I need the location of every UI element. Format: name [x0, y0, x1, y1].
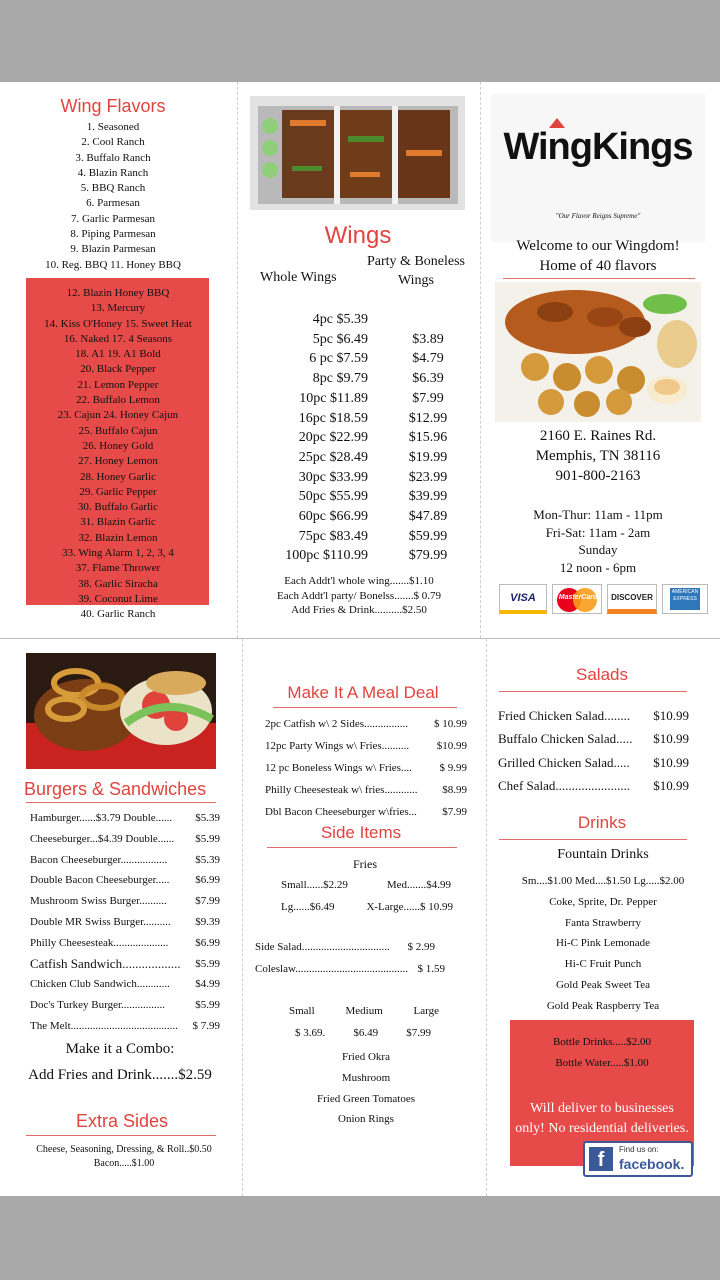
wings-price-table: [258, 310, 468, 566]
list-item: 21. Lemon Pepper: [77, 378, 159, 391]
wings-extras: [238, 574, 480, 618]
brand-panel: [481, 82, 720, 638]
side-items-title: Side Items: [320, 823, 402, 842]
size-header-row: Small Medium Large: [289, 1005, 439, 1017]
brand-rule: [503, 278, 695, 279]
extra-line: Add Fries & Drink..........$2.50: [291, 604, 427, 616]
hours-line: Fri-Sat: 11am - 2am: [545, 524, 651, 540]
facebook-badge[interactable]: [583, 1141, 693, 1177]
discover-icon: DISCOVER: [607, 584, 657, 614]
logo: WingKings: [503, 126, 693, 168]
list-item: Double Bacon Cheeseburger..... $6.99: [30, 874, 220, 887]
list-item: Fried Okra: [342, 1051, 390, 1063]
list-item: 23. Cajun 24. Honey Cajun: [57, 409, 179, 422]
list-item: Gold Peak Sweet Tea: [555, 978, 651, 991]
table-row: 75pc $83.49 $59.99: [298, 528, 448, 544]
list-item: 26. Honey Gold: [82, 439, 154, 452]
welcome-text: Welcome to our Wingdom!: [516, 238, 680, 254]
coleslaw-row: Coleslaw......................................... $ 1.59: [255, 963, 445, 975]
list-item: Sm....$1.00 Med....$1.50 Lg.....$2.00: [521, 875, 685, 887]
address-line: Memphis, TN 38116: [535, 448, 661, 464]
salads-drinks-panel: [487, 639, 720, 1196]
list-item: Dbl Bacon Cheeseburger w\fries... $7.99: [265, 806, 467, 818]
table-row: 100pc $110.99 $79.99: [285, 548, 448, 564]
meal-deal-rule: [273, 707, 457, 708]
fries-row: Lg......$6.49 X-Large......$ 10.99: [281, 901, 453, 913]
list-item: 13. Mercury: [90, 302, 146, 315]
visa-icon: VISA: [499, 584, 547, 614]
list-item: 22. Buffalo Lemon: [76, 394, 160, 407]
payment-cards: [499, 584, 709, 614]
list-item: Chef Salad....................... $10.99: [498, 777, 689, 793]
list-item: 39. Coconut Lime: [78, 592, 158, 605]
salads-title: Salads: [576, 665, 628, 684]
list-item: Gold Peak Raspberry Tea: [546, 999, 660, 1012]
address-line: 2160 E. Raines Rd.: [539, 428, 657, 444]
list-item: 30. Buffalo Garlic: [77, 501, 159, 514]
list-item: 28. Honey Garlic: [79, 470, 157, 483]
list-item: 4. Blazin Ranch: [77, 166, 149, 179]
salads-list: [498, 704, 689, 797]
list-item: Buffalo Chicken Salad..... $10.99: [498, 731, 689, 747]
side-salad-row: Side Salad................................ $ 2.99: [255, 941, 435, 953]
side-items-rule: [267, 847, 457, 848]
mastercard-icon: MasterCard: [552, 584, 602, 614]
combo-title: Make it a Combo:: [65, 1041, 175, 1057]
flavor-list-red: [0, 286, 236, 607]
extra-line: Each Addt'l whole wing.......$1.10: [284, 575, 434, 587]
list-item: Mushroom: [341, 1071, 391, 1084]
list-item: 25. Buffalo Cajun: [78, 424, 158, 437]
burger-list: [30, 808, 220, 1037]
combo-line: Add Fries and Drink.......$2.59: [28, 1067, 212, 1083]
list-item: Bacon.....$1.00: [93, 1158, 155, 1169]
hours-line: 12 noon - 6pm: [559, 559, 637, 575]
party-wings-header: Party & Boneless Wings: [367, 254, 465, 288]
table-row: 60pc $66.99 $47.89: [298, 509, 448, 525]
meal-deal-list: [265, 713, 467, 823]
hours-line: Sunday: [578, 542, 618, 557]
list-item: Catfish Sandwich.................. $5.99: [30, 955, 220, 971]
list-item: Onion Rings: [338, 1113, 394, 1126]
meal-deal-title: Make It A Meal Deal: [287, 683, 439, 702]
table-row: 5pc $6.49 $3.89: [312, 331, 444, 347]
list-item: Hamburger......$3.79 Double...... $5.39: [30, 812, 220, 824]
list-item: 3. Buffalo Ranch: [75, 151, 151, 164]
whole-wings-header: Whole Wings: [260, 270, 337, 285]
table-row: 10pc $11.89 $7.99: [299, 390, 444, 406]
wing-trays-photo: [250, 96, 465, 210]
list-item: Coke, Sprite, Dr. Pepper: [549, 895, 657, 908]
list-item: 14. Kiss O'Honey 15. Sweet Heat: [44, 317, 192, 330]
list-item: 5. BBQ Ranch: [80, 182, 146, 195]
list-item: 16. Naked 17. 4 Seasons: [63, 332, 173, 345]
list-item: 9. Blazin Parmesan: [70, 243, 156, 256]
list-item: 37. Flame Thrower: [75, 562, 161, 575]
extra-sides-title: Extra Sides: [75, 1111, 169, 1131]
table-row: 20pc $22.99 $15.96: [298, 430, 448, 446]
list-item: Chicken Club Sandwich............ $4.99: [30, 978, 220, 991]
list-item: Grilled Chicken Salad..... $10.99: [498, 754, 689, 770]
meal-deal-panel: [243, 639, 486, 1196]
burger-photo: [26, 653, 216, 769]
list-item: Fanta Strawberry: [564, 916, 642, 929]
list-item: Cheeseburger...$4.39 Double...... $5.99: [30, 832, 220, 845]
table-row: 30pc $33.99 $23.99: [298, 469, 448, 485]
flavor-list-top: [0, 120, 226, 273]
home-text: Home of 40 flavors: [539, 258, 657, 274]
facebook-big: facebook.: [619, 1156, 685, 1172]
list-item: Fried Chicken Salad........ $10.99: [498, 708, 689, 723]
list-item: Mushroom Swiss Burger.......... $7.99: [30, 895, 220, 908]
fountain-title: Fountain Drinks: [557, 847, 649, 862]
list-item: 12. Blazin Honey BBQ: [66, 287, 170, 299]
size-price-row: $ 3.69. $6.49 $7.99: [295, 1027, 431, 1039]
list-item: 12pc Party Wings w\ Fries.......... $10.99: [265, 740, 467, 752]
list-item: 29. Garlic Pepper: [79, 485, 157, 498]
table-row: 25pc $28.49 $19.99: [298, 449, 448, 465]
list-item: 18. A1 19. A1 Bold: [75, 348, 161, 361]
table-row: 50pc $55.99 $39.99: [298, 489, 448, 505]
list-item: 6. Parmesan: [86, 197, 140, 210]
list-item: 10. Reg. BBQ 11. Honey BBQ: [45, 258, 181, 271]
list-item: Bacon Cheeseburger................. $5.39: [30, 853, 220, 866]
table-row: 6 pc $7.59 $4.79: [309, 351, 444, 367]
phone-number: 901-800-2163: [555, 468, 641, 484]
list-item: Hi-C Pink Lemonade: [555, 937, 651, 950]
delivery-note: Will deliver to businesses only! No residential deliveries.: [515, 1101, 689, 1136]
list-item: 2. Cool Ranch: [81, 136, 145, 149]
list-item: Hi-C Fruit Punch: [564, 958, 642, 971]
crown-icon: [549, 118, 565, 128]
list-item: 8. Piping Parmesan: [70, 228, 156, 241]
facebook-icon: f: [589, 1147, 613, 1171]
list-item: 12 pc Boneless Wings w\ Fries.... $ 9.99: [265, 762, 467, 774]
list-item: 27. Honey Lemon: [78, 455, 158, 468]
list-item: 38. Garlic Siracha: [78, 577, 158, 590]
wing-flavors-panel: [0, 82, 237, 638]
bottle-water: Bottle Water.....$1.00: [555, 1057, 649, 1069]
burgers-panel: [0, 639, 242, 1196]
list-item: Philly Cheesesteak w\ fries............ $8.99: [265, 784, 467, 796]
list-item: 7. Garlic Parmesan: [71, 212, 155, 225]
facebook-small: Find us on:: [619, 1145, 659, 1154]
salads-rule: [499, 691, 687, 692]
table-row: 16pc $18.59 $12.99: [298, 410, 448, 426]
amex-icon: AMERICAN EXPRESS: [662, 584, 708, 614]
list-item: The Melt....................................... $ 7.99: [30, 1019, 220, 1032]
list-item: Doc's Turkey Burger................ $5.99: [30, 999, 220, 1012]
list-item: 33. Wing Alarm 1, 2, 3, 4: [62, 547, 174, 560]
sides-list: [243, 1047, 489, 1130]
logo-box: [491, 94, 705, 242]
drink-list: [487, 871, 719, 1017]
bottle-drinks: Bottle Drinks.....$2.00: [552, 1036, 652, 1048]
wings-and-fries-photo: [495, 282, 701, 422]
drinks-rule: [499, 839, 687, 840]
extra-line: Each Addt'l party/ Bonelss.......$ 0.79: [277, 589, 441, 602]
hours-block: [481, 506, 715, 576]
list-item: Fried Green Tomatoes: [316, 1092, 415, 1105]
list-item: 31. Blazin Garlic: [80, 516, 156, 529]
list-item: Cheese, Seasoning, Dressing, & Roll..$0.50: [36, 1144, 212, 1155]
extra-sides-rule: [26, 1135, 216, 1136]
wings-title: Wings: [324, 222, 392, 249]
fries-label: Fries: [353, 857, 377, 871]
table-row: 4pc $5.39: [312, 312, 368, 327]
list-item: 32. Blazin Lemon: [78, 531, 158, 544]
fries-row: Small......$2.29 Med.......$4.99: [281, 879, 451, 891]
table-row: 8pc $9.79 $6.39: [312, 371, 444, 387]
burgers-rule: [26, 802, 216, 803]
list-item: 2pc Catfish w\ 2 Sides................ $ 10.99: [265, 718, 467, 730]
wing-flavors-title: Wing Flavors: [60, 96, 166, 116]
list-item: Double MR Swiss Burger.......... $9.39: [30, 915, 220, 928]
menu-sheet: [0, 82, 720, 1196]
list-item: 20. Black Pepper: [80, 363, 156, 376]
list-item: 40. Garlic Ranch: [80, 608, 156, 620]
tagline: "Our Flavor Reigns Supreme": [555, 212, 641, 220]
burgers-title: Burgers & Sandwiches: [24, 779, 207, 799]
hours-line: Mon-Thur: 11am - 11pm: [533, 507, 663, 522]
list-item: 1. Seasoned: [86, 121, 140, 133]
extra-sides-list: [0, 1143, 248, 1171]
wings-panel: [238, 82, 480, 638]
address-block: [481, 426, 715, 486]
drinks-title: Drinks: [577, 813, 627, 832]
list-item: Philly Cheesesteak.................... $6.99: [30, 936, 220, 949]
